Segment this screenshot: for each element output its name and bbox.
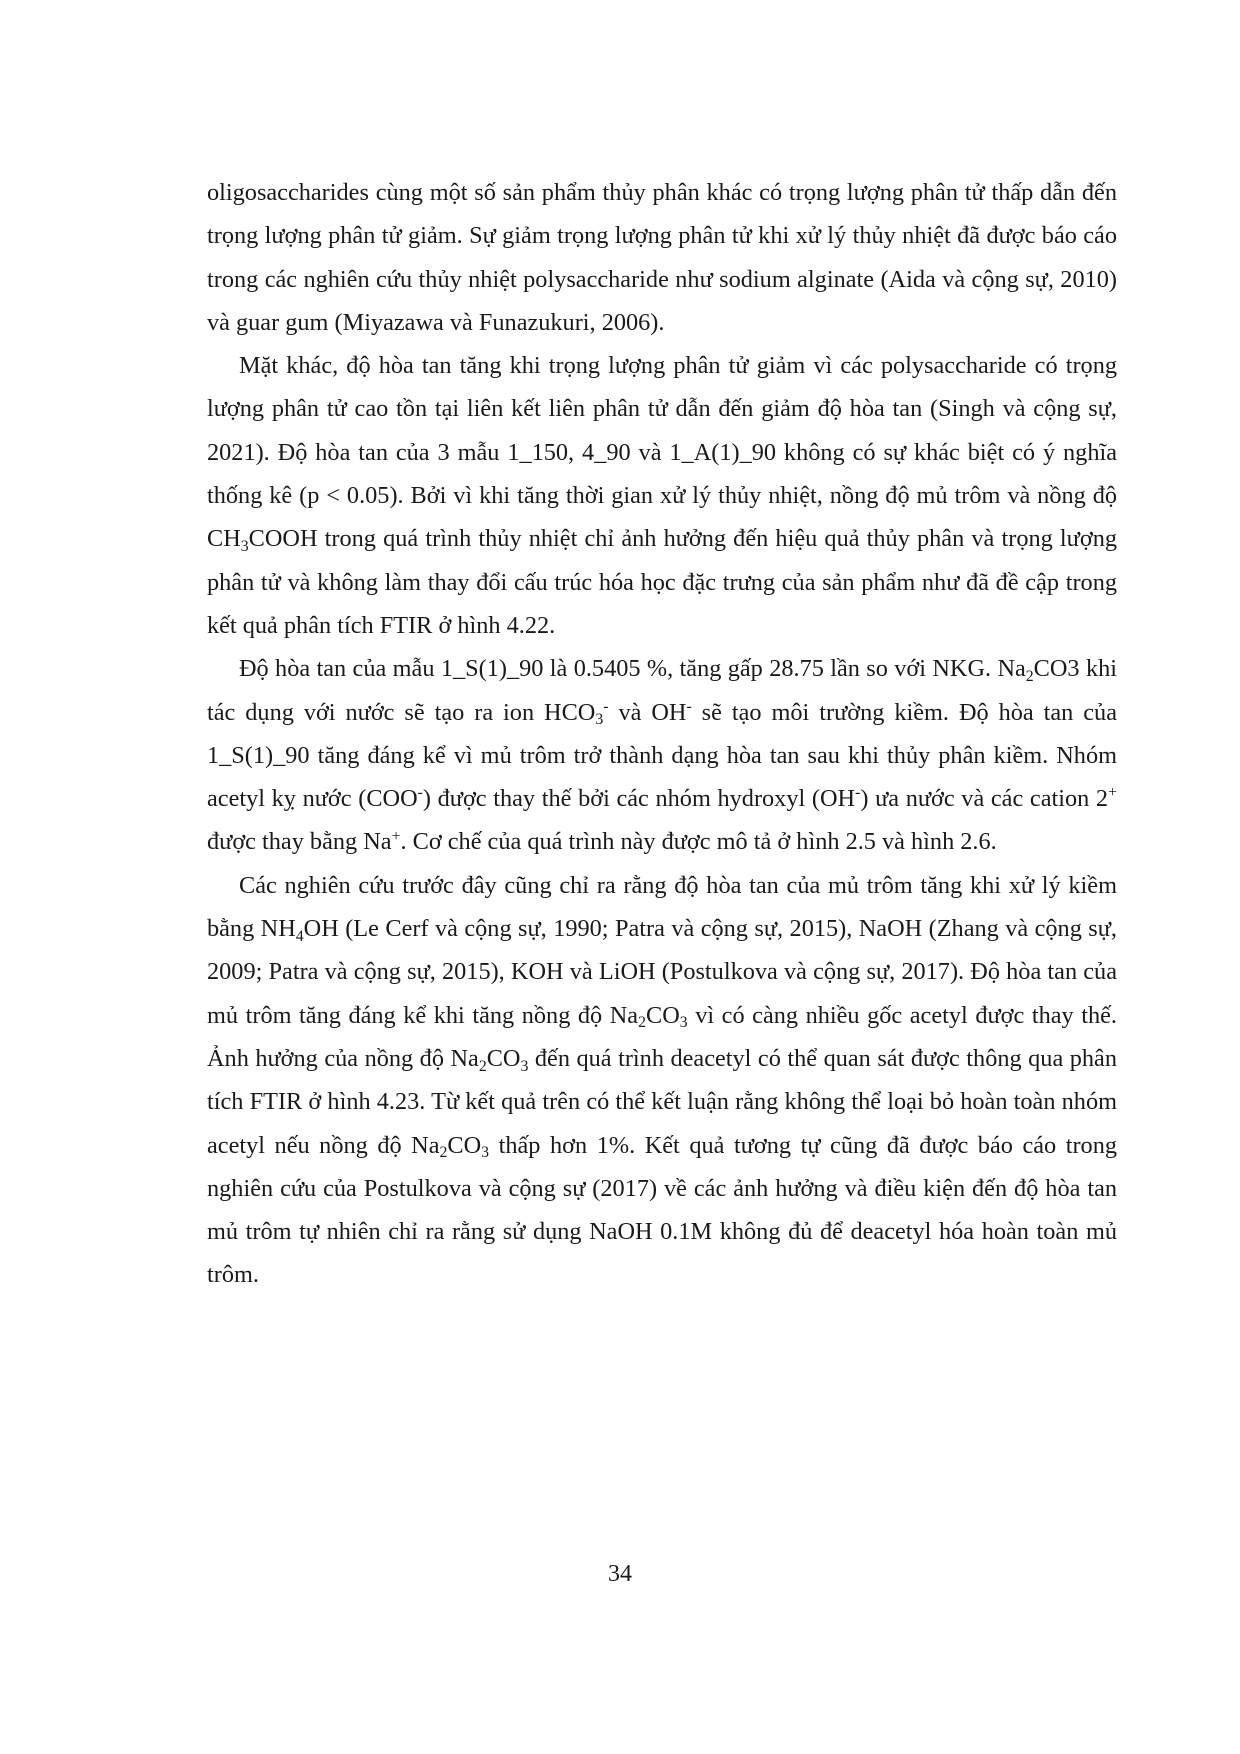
superscript: +	[1108, 784, 1117, 802]
subscript: 2	[638, 1014, 646, 1032]
paragraph-4	[207, 864, 1117, 1297]
superscript: +	[391, 827, 401, 845]
text-run: CO	[645, 1001, 680, 1029]
paragraph-2	[207, 344, 1117, 647]
text-run: và OH	[608, 698, 687, 726]
text-run: đến quá trình deacetyl có thể quan sát được thông qua phân tích FTIR ở hình 4.23. Từ kết quả trên có thể kết luận rằng không thể loại bỏ hoàn toàn nhóm acetyl nếu nồng độ Na	[207, 1044, 1117, 1159]
subscript: 2	[439, 1144, 448, 1162]
subscript: 3	[481, 1144, 490, 1162]
text-run: COOH trong quá trình thủy nhiệt chỉ ảnh hưởng đến hiệu quả thủy phân và trọng lượng phân tử và không làm thay đổi cấu trúc hóa học đặc trưng của sản phẩm như đã đề cập trong kết quả phân tích FTIR ở hình 4.22.	[207, 525, 1117, 639]
superscript: -	[686, 697, 692, 715]
text-run: CO3 khi tác dụng với nước sẽ tạo ra ion HCO	[207, 655, 1117, 726]
text-run: ) được thay thế bởi các nhóm hydroxyl (OH	[422, 785, 856, 813]
text-run: Độ hòa tan của mẫu 1_S(1)_90 là 0.5405 %, tăng gấp 28.75 lần so với NKG. Na	[239, 655, 1026, 683]
text-run: . Cơ chế của quá trình này được mô tả ở hình 2.5 và hình 2.6.	[400, 828, 997, 856]
subscript: 4	[295, 927, 304, 945]
subscript: 3	[520, 1057, 529, 1075]
paragraph-3	[207, 647, 1117, 863]
text-run: vì có càng nhiều gốc acetyl được thay thế. Ảnh hưởng của nồng độ Na	[207, 1001, 1117, 1072]
text-run: oligosaccharides cùng một số sản phẩm thủy phân khác có trọng lượng phân tử thấp dẫn đến trọng lượng phân tử giảm. Sự giảm trọng lượng phân tử khi xử lý thủy nhiệt đã được báo cáo trong các nghiên cứu thủy nhiệt polysaccharide như sodium alginate (Aida và cộng sự, 2010) và guar gum (Miyazawa và Funazukuri, 2006).	[207, 179, 1117, 336]
superscript: -	[855, 784, 861, 802]
paragraph-1	[207, 171, 1117, 344]
text-run: CO	[447, 1131, 482, 1159]
text-run: Mặt khác, độ hòa tan tăng khi trọng lượng phân tử giảm vì các polysaccharide có trọng lượng phân tử cao tồn tại liên kết liên phân tử dẫn đến giảm độ hòa tan (Singh và cộng sự, 2021). Độ hòa tan của 3 mẫu 1_150, 4_90 và 1_A(1)_90 không có sự khác biệt có ý nghĩa thống kê (p < 0.05). Bởi vì khi tăng thời gian xử lý thủy nhiệt, nồng độ mủ trôm và nồng độ CH	[207, 352, 1117, 553]
subscript: 3	[595, 711, 604, 729]
body-text	[207, 171, 1117, 1297]
subscript: 3	[679, 1014, 688, 1032]
text-run: OH (Le Cerf và cộng sự, 1990; Patra và cộng sự, 2015), NaOH (Zhang và cộng sự, 2009; Patra và cộng sự, 2015), KOH và LiOH (Postulkova và cộng sự, 2017). Độ hòa tan của mủ trôm tăng đáng kể khi tăng nồng độ Na	[207, 915, 1117, 1029]
text-run: thấp hơn 1%. Kết quả tương tự cũng đã được báo cáo trong nghiên cứu của Postulkova và cộng sự (2017) về các ảnh hưởng và điều kiện đến độ hòa tan mủ trôm tự nhiên chỉ ra rằng sử dụng NaOH 0.1M không đủ để deacetyl hóa hoàn toàn mủ trôm.	[207, 1131, 1117, 1289]
subscript: 3	[240, 538, 249, 556]
superscript: -	[603, 697, 609, 715]
superscript: -	[417, 784, 423, 802]
page-number: 34	[608, 1561, 632, 1587]
text-run: sẽ tạo môi trường kiềm. Độ hòa tan của 1_S(1)_90 tăng đáng kể vì mủ trôm trở thành dạng hòa tan sau khi thủy phân kiềm. Nhóm acetyl kỵ nước (COO	[207, 698, 1117, 813]
text-run: Các nghiên cứu trước đây cũng chỉ ra rằng độ hòa tan của mủ trôm tăng khi xử lý kiềm bằng NH	[207, 871, 1117, 943]
subscript: 2	[1025, 668, 1034, 685]
text-run: CO	[486, 1044, 521, 1072]
subscript: 2	[478, 1057, 487, 1075]
text-run: được thay bằng Na	[207, 828, 392, 856]
text-run: ) ưa nước và các cation 2	[860, 785, 1109, 813]
